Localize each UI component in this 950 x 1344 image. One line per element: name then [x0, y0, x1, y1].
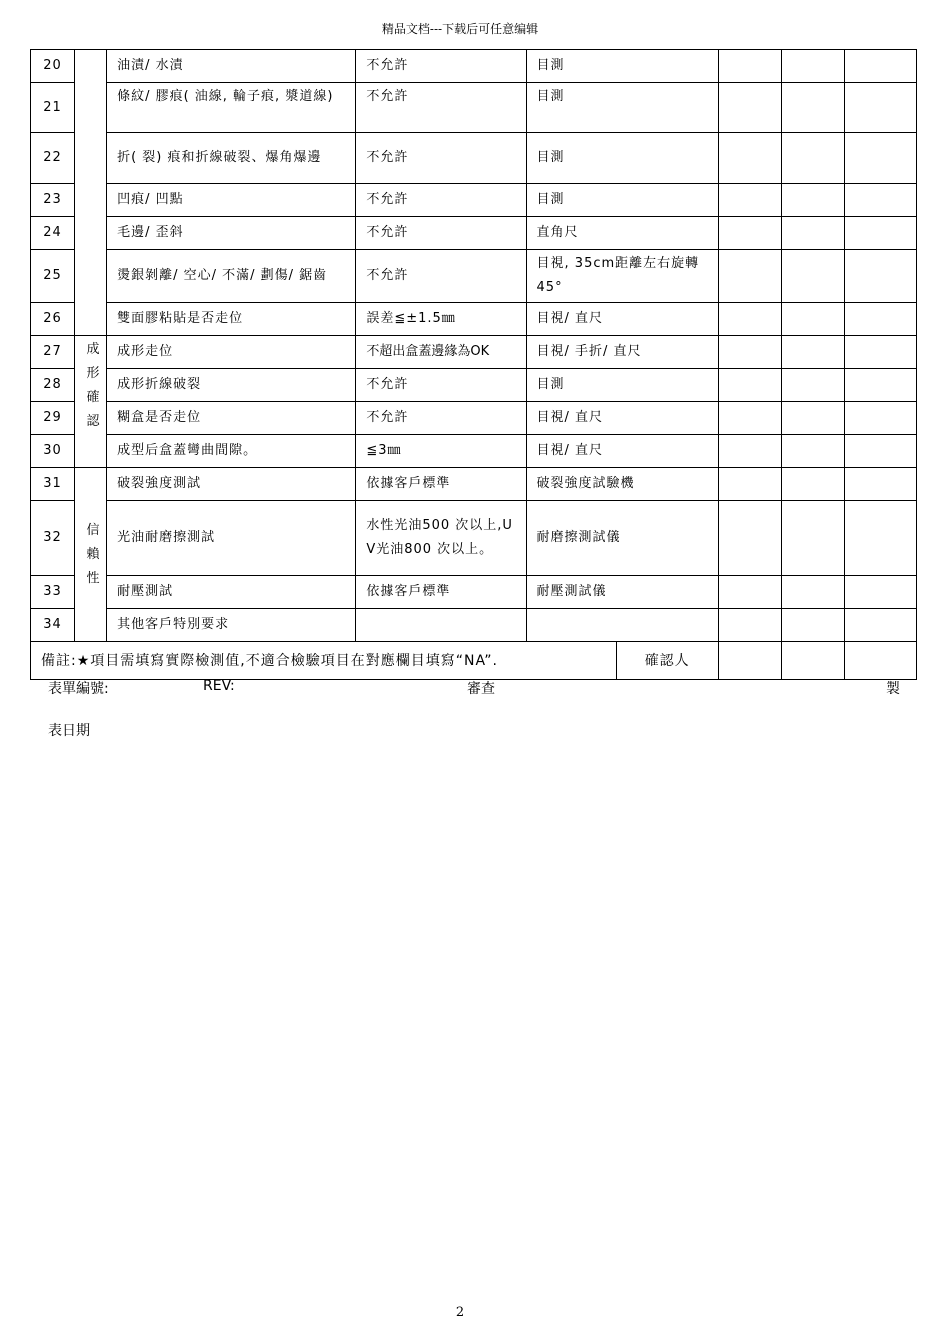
blank-cell: [781, 303, 844, 336]
blank-cell: [844, 50, 916, 83]
standard-cell: 不允許: [356, 184, 526, 217]
item-cell: 雙面膠粘貼是否走位: [107, 303, 356, 336]
method-cell: 破裂強度試驗機: [526, 468, 718, 501]
blank-cell: [718, 83, 781, 133]
row-number: 28: [31, 369, 75, 402]
row-number: 22: [31, 133, 75, 184]
make-label: 製: [886, 681, 900, 697]
row-number: 27: [31, 336, 75, 369]
table-row: [31, 50, 917, 83]
method-cell: 目測: [526, 184, 718, 217]
category-forming: [75, 336, 107, 468]
category-cell-empty: [75, 50, 107, 336]
row-number: 21: [31, 83, 75, 133]
blank-cell: [844, 501, 916, 576]
blank-cell: [781, 250, 844, 303]
standard-cell: 不允許: [356, 217, 526, 250]
blank-cell: [781, 50, 844, 83]
item-cell: 折( 裂) 痕和折線破裂、爆角爆邊: [107, 133, 356, 184]
blank-cell: [781, 133, 844, 184]
table-row: [31, 184, 917, 217]
blank-cell: [718, 468, 781, 501]
review-label: 審查: [467, 681, 495, 697]
item-cell: 條紋/ 膠痕( 油線, 輪子痕, 漿道線): [107, 83, 356, 133]
item-cell: 糊盒是否走位: [107, 402, 356, 435]
blank-cell: [844, 184, 916, 217]
row-number: 34: [31, 609, 75, 642]
method-cell: 直角尺: [526, 217, 718, 250]
rev-label: REV:: [203, 678, 235, 694]
blank-cell: [718, 609, 781, 642]
method-cell: 目視/ 手折/ 直尺: [526, 336, 718, 369]
item-cell: 燙銀剝離/ 空心/ 不滿/ 劃傷/ 鋸齒: [107, 250, 356, 303]
blank-cell: [844, 336, 916, 369]
standard-cell: 不允許: [356, 50, 526, 83]
table-row: [31, 468, 917, 501]
confirm-label: 確認人: [616, 642, 718, 680]
item-cell: 光油耐磨擦測試: [107, 501, 356, 576]
standard-cell: 依據客戶標準: [356, 576, 526, 609]
row-number: 20: [31, 50, 75, 83]
method-cell: 目測: [526, 83, 718, 133]
standard-cell: 不超出盒蓋邊緣為OK: [356, 336, 526, 369]
row-number: 24: [31, 217, 75, 250]
blank-cell: [844, 402, 916, 435]
page-number: 2: [455, 1305, 465, 1320]
method-cell: 目測: [526, 369, 718, 402]
blank-cell: [844, 369, 916, 402]
blank-cell: [781, 609, 844, 642]
item-cell: 耐壓測試: [107, 576, 356, 609]
table-row: [31, 402, 917, 435]
row-number: 32: [31, 501, 75, 576]
blank-cell: [781, 435, 844, 468]
remark-text: 備註:★項目需填寫實際檢測值,不適合檢驗項目在對應欄目填寫“NA”.: [31, 642, 617, 680]
blank-cell: [718, 184, 781, 217]
table-row: [31, 369, 917, 402]
row-number: 31: [31, 468, 75, 501]
method-cell: 耐磨擦測試儀: [526, 501, 718, 576]
blank-cell: [718, 50, 781, 83]
blank-cell: [781, 369, 844, 402]
blank-cell: [844, 83, 916, 133]
standard-cell: 水性光油500 次以上,UV光油800 次以上。: [356, 501, 526, 576]
blank-cell: [718, 133, 781, 184]
standard-cell: 不允許: [356, 83, 526, 133]
signature-cell[interactable]: [781, 642, 844, 680]
table-row: [31, 501, 917, 576]
method-cell: 目測: [526, 133, 718, 184]
blank-cell: [718, 250, 781, 303]
table-row: [31, 609, 917, 642]
table-row: [31, 435, 917, 468]
page-header: 精品文档---下载后可任意编辑: [381, 22, 539, 36]
item-cell: 成形走位: [107, 336, 356, 369]
row-number: 29: [31, 402, 75, 435]
inspection-table: [30, 49, 917, 680]
table-row: [31, 576, 917, 609]
blank-cell: [718, 402, 781, 435]
blank-cell: [844, 435, 916, 468]
method-cell: 目視/ 直尺: [526, 435, 718, 468]
blank-cell: [781, 501, 844, 576]
blank-cell: [718, 435, 781, 468]
table-row: [31, 303, 917, 336]
method-cell: 耐壓測試儀: [526, 576, 718, 609]
row-number: 25: [31, 250, 75, 303]
row-number: 33: [31, 576, 75, 609]
item-cell: 油漬/ 水漬: [107, 50, 356, 83]
blank-cell: [844, 609, 916, 642]
blank-cell: [844, 250, 916, 303]
date-label: 表日期: [48, 723, 90, 739]
blank-cell: [844, 576, 916, 609]
row-number: 26: [31, 303, 75, 336]
method-cell: 目測: [526, 50, 718, 83]
row-number: 23: [31, 184, 75, 217]
blank-cell: [781, 217, 844, 250]
blank-cell: [781, 402, 844, 435]
table-row: [31, 217, 917, 250]
blank-cell: [718, 336, 781, 369]
category-reliability: [75, 468, 107, 642]
table-row: [31, 133, 917, 184]
method-cell: 目視, 35cm距離左右旋轉45°: [526, 250, 718, 303]
blank-cell: [781, 336, 844, 369]
blank-cell: [718, 303, 781, 336]
row-number: 30: [31, 435, 75, 468]
blank-cell: [844, 468, 916, 501]
standard-cell: ≦3㎜: [356, 435, 526, 468]
signature-cell[interactable]: [718, 642, 781, 680]
table-row: [31, 83, 917, 133]
standard-cell: 誤差≦±1.5㎜: [356, 303, 526, 336]
blank-cell: [844, 133, 916, 184]
method-cell: 目視/ 直尺: [526, 402, 718, 435]
standard-cell: 依據客戶標準: [356, 468, 526, 501]
table-row: [31, 336, 917, 369]
blank-cell: [781, 468, 844, 501]
item-cell: 毛邊/ 歪斜: [107, 217, 356, 250]
standard-cell: 不允許: [356, 402, 526, 435]
standard-cell: 不允許: [356, 369, 526, 402]
item-cell: 成形折線破裂: [107, 369, 356, 402]
category-label: 信賴性: [86, 522, 100, 586]
blank-cell: [718, 501, 781, 576]
form-footer: [48, 678, 908, 698]
standard-cell: 不允許: [356, 250, 526, 303]
standard-cell: [356, 609, 526, 642]
remark-row: [31, 642, 917, 680]
blank-cell: [781, 83, 844, 133]
item-cell: 破裂強度測試: [107, 468, 356, 501]
blank-cell: [718, 217, 781, 250]
table-row: [31, 250, 917, 303]
method-cell: 目視/ 直尺: [526, 303, 718, 336]
category-label: 成形確認: [86, 342, 100, 429]
blank-cell: [781, 184, 844, 217]
method-cell: [526, 609, 718, 642]
form-number-label: 表單編號:: [48, 681, 109, 697]
blank-cell: [718, 576, 781, 609]
item-cell: 其他客戶特別要求: [107, 609, 356, 642]
blank-cell: [844, 217, 916, 250]
item-cell: 凹痕/ 凹點: [107, 184, 356, 217]
standard-cell: 不允許: [356, 133, 526, 184]
blank-cell: [781, 576, 844, 609]
blank-cell: [844, 303, 916, 336]
signature-cell[interactable]: [844, 642, 916, 680]
blank-cell: [718, 369, 781, 402]
item-cell: 成型后盒蓋彎曲間隙。: [107, 435, 356, 468]
